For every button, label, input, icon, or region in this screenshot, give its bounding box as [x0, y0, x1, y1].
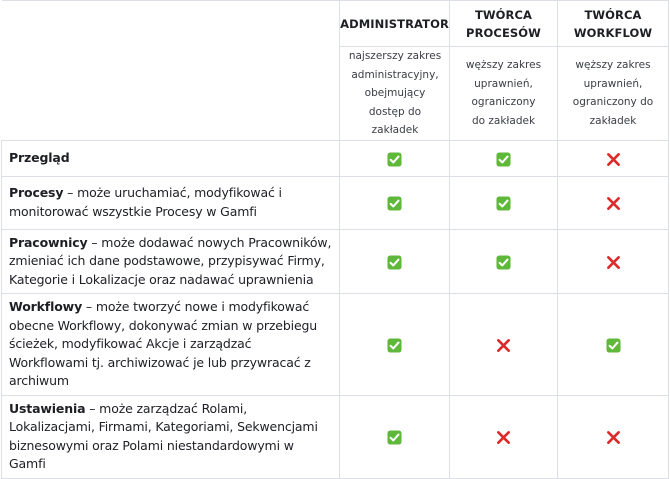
- table-row: [2, 229, 669, 294]
- access-cell: [340, 176, 450, 229]
- permission-title: Workflowy: [9, 299, 83, 314]
- access-cell: [340, 395, 450, 478]
- cross-mark-icon: [606, 152, 621, 167]
- check-mark-icon: [387, 338, 402, 353]
- check-mark-icon: [387, 196, 402, 211]
- access-cell: [558, 294, 669, 396]
- access-cell: [450, 229, 558, 294]
- check-mark-icon: [496, 152, 511, 167]
- role-scope-tworca-procesow: [450, 47, 558, 141]
- check-mark-icon: [387, 255, 402, 270]
- access-cell: [558, 140, 669, 176]
- check-mark-icon: [387, 430, 402, 445]
- role-scope-text: węższy zakres uprawnień, ograniczony do zakładek: [572, 59, 654, 127]
- role-header-tworca-workflow: [558, 1, 669, 47]
- check-mark-icon: [606, 338, 621, 353]
- permission-title: Ustawienia: [9, 400, 86, 416]
- check-mark-icon: [387, 152, 402, 167]
- access-cell: [450, 395, 558, 478]
- role-header-tworca-procesow: [450, 1, 558, 47]
- permission-text: – może uruchamiać, modyfikować i monitorować wszystkie Procesy w Gamfi: [9, 185, 282, 219]
- check-mark-icon: [496, 255, 511, 270]
- table-row: [2, 395, 669, 478]
- role-header-label: TWÓRCA WORKFLOW: [573, 7, 653, 40]
- access-cell: [340, 229, 450, 294]
- role-scope-tworca-workflow: [558, 47, 669, 141]
- access-cell: [450, 140, 558, 176]
- permission-text: – może zarządzać Rolami, Lokalizacjami, Firmami, Kategoriami, Sekwencjami biznesowymi oraz Polami niestandardowymi w Gamfi: [9, 400, 318, 471]
- role-scope-administrator: [340, 47, 450, 141]
- permission-description: [2, 229, 340, 294]
- access-cell: [340, 140, 450, 176]
- table-corner: [2, 1, 340, 141]
- access-cell: [558, 229, 669, 294]
- check-mark-icon: [496, 196, 511, 211]
- permission-description: [2, 140, 340, 176]
- table-row: [2, 176, 669, 229]
- permission-description: [2, 294, 340, 396]
- access-cell: [450, 176, 558, 229]
- role-scope-text: najszerszy zakres administracyjny, obejmujący dostęp do zakładek: [348, 50, 442, 136]
- role-header-administrator: ADMINISTRATOR: [340, 1, 450, 47]
- role-header-label: TWÓRCA PROCESÓW: [466, 7, 541, 40]
- permission-description: [2, 395, 340, 478]
- role-header-row: [2, 1, 669, 47]
- permission-description: [2, 176, 340, 229]
- access-cell: [558, 395, 669, 478]
- access-cell: [340, 294, 450, 396]
- cross-mark-icon: [496, 338, 511, 353]
- cross-mark-icon: [606, 255, 621, 270]
- permission-text: – może dodawać nowych Pracowników, zmieniać ich dane podstawowe, przypisywać Firmy, Kategorie i Lokalizacje oraz nadawać uprawnienia: [9, 234, 332, 287]
- table-row: [2, 294, 669, 396]
- role-scope-text: węższy zakres uprawnień, ograniczony do zakładek: [465, 59, 542, 127]
- cross-mark-icon: [496, 430, 511, 445]
- access-cell: [450, 294, 558, 396]
- permission-title: Pracownicy: [9, 234, 88, 250]
- table-row: [2, 140, 669, 176]
- permission-text: – może tworzyć nowe i modyfikować obecne Workflowy, dokonywać zmian w przebiegu ścieżek, modyfikować Akcje i zarządzać Workflowami tj. archiwizować je lub przywracać z archiwum: [9, 299, 318, 388]
- permissions-table: [1, 0, 669, 479]
- permission-title: Przegląd: [9, 149, 70, 165]
- permission-title: Procesy: [9, 185, 64, 200]
- cross-mark-icon: [606, 196, 621, 211]
- access-cell: [558, 176, 669, 229]
- cross-mark-icon: [606, 430, 621, 445]
